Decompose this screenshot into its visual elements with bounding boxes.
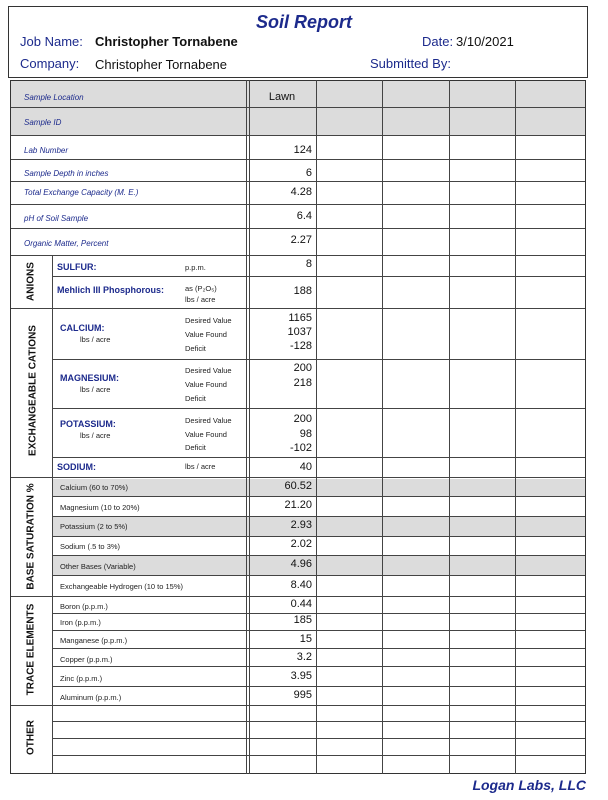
row-line (52, 613, 585, 614)
row-line (52, 755, 585, 756)
shade-bs-1 (52, 479, 585, 496)
company-label: Company: (20, 56, 80, 71)
shade-bs-3 (52, 517, 585, 536)
magnesium-found-value: 218 (293, 377, 312, 389)
sample-id-label: Sample ID (24, 118, 62, 127)
report-title: Soil Report (255, 12, 352, 32)
col-divider-label (246, 80, 247, 774)
sodium-value: 40 (299, 461, 312, 473)
row-line (11, 159, 585, 160)
potassium-label: POTASSIUM: (60, 419, 116, 429)
tec-label: Total Exchange Capacity (M. E.) (24, 188, 139, 197)
bs-hydrogen-value: 8.40 (290, 579, 312, 591)
magnesium-unit: lbs / acre (80, 385, 111, 394)
col-divider-4 (515, 80, 516, 774)
row-line (11, 204, 585, 205)
col-divider-1 (316, 80, 317, 774)
sulfur-label: SULFUR: (57, 262, 97, 272)
magnesium-label: MAGNESIUM: (60, 373, 119, 383)
row-line (52, 666, 585, 667)
bs-other-bases-label: Other Bases (Variable) (60, 562, 136, 571)
phosphorus-label: Mehlich III Phosphorous: (57, 285, 165, 295)
magnesium-found-label: Value Found (185, 380, 227, 389)
lab-number-value: 124 (293, 144, 312, 156)
bs-other-bases-value: 4.96 (290, 558, 312, 570)
iron-value: 185 (293, 614, 312, 626)
row-line (11, 107, 585, 108)
row-line (11, 228, 585, 229)
copper-label: Copper (p.p.m.) (60, 655, 113, 664)
sulfur-unit: p.p.m. (185, 263, 206, 272)
potassium-found-value: 98 (299, 428, 312, 440)
row-line (11, 596, 585, 597)
row-line (52, 648, 585, 649)
bs-sodium-value: 2.02 (290, 538, 312, 550)
base-saturation-section-label: BASE SATURATION % (25, 483, 37, 590)
col-divider-3 (449, 80, 450, 774)
potassium-found-label: Value Found (185, 430, 227, 439)
aluminum-value: 995 (293, 689, 312, 701)
magnesium-desired-value: 200 (293, 362, 312, 374)
sample-depth-label: Sample Depth in inches (24, 169, 109, 178)
row-line (11, 477, 585, 478)
row-line (52, 686, 585, 687)
calcium-found-value: 1037 (287, 326, 312, 338)
sample-location-value: Lawn (268, 91, 296, 103)
submitted-by-label: Submitted By: (370, 56, 451, 71)
potassium-unit: lbs / acre (80, 431, 111, 440)
row-line (52, 496, 585, 497)
calcium-deficit-label: Deficit (185, 344, 206, 353)
calcium-unit: lbs / acre (80, 335, 111, 344)
anions-section-label: ANIONS (25, 262, 37, 301)
calcium-label: CALCIUM: (60, 323, 105, 333)
cations-section-label: EXCHANGEABLE CATIONS (27, 325, 39, 456)
copper-value: 3.2 (296, 651, 312, 663)
boron-label: Boron (p.p.m.) (60, 602, 108, 611)
lab-name-footer: Logan Labs, LLC (472, 777, 586, 793)
bs-sodium-label: Sodium (.5 to 3%) (60, 542, 121, 551)
manganese-value: 15 (299, 633, 312, 645)
row-line (52, 738, 585, 739)
iron-label: Iron (p.p.m.) (60, 618, 101, 627)
phosphorus-unit-lbs: lbs / acre (185, 295, 216, 304)
row-line (52, 536, 585, 537)
potassium-deficit-label: Deficit (185, 443, 206, 452)
bs-potassium-label: Potassium (2 to 5%) (60, 522, 128, 531)
date-label: Date: (422, 34, 454, 49)
calcium-found-label: Value Found (185, 330, 227, 339)
row-line (52, 276, 585, 277)
zinc-label: Zinc (p.p.m.) (60, 674, 103, 683)
phosphorus-value: 188 (293, 285, 312, 297)
sample-depth-value: 6 (305, 167, 312, 179)
trace-elements-section-label: TRACE ELEMENTS (25, 603, 37, 696)
row-line (52, 555, 585, 556)
date-value: 3/10/2021 (456, 34, 514, 49)
bs-magnesium-value: 21.20 (284, 499, 312, 511)
row-line (52, 457, 585, 458)
sulfur-value: 8 (305, 258, 312, 270)
col-divider-label-2 (249, 80, 250, 774)
aluminum-label: Aluminum (p.p.m.) (60, 693, 122, 702)
ph-label: pH of Soil Sample (24, 214, 89, 223)
magnesium-desired-label: Desired Value (185, 366, 232, 375)
calcium-desired-label: Desired Value (185, 316, 232, 325)
shade-sample-id (11, 108, 585, 135)
tec-value: 4.28 (290, 186, 312, 198)
row-line (11, 135, 585, 136)
row-line (11, 705, 585, 706)
bs-calcium-value: 60.52 (284, 480, 312, 492)
boron-value: 0.44 (290, 598, 312, 610)
company-value: Christopher Tornabene (95, 57, 228, 72)
potassium-deficit-value: -102 (289, 442, 312, 454)
bs-hydrogen-label: Exchangeable Hydrogen (10 to 15%) (60, 582, 183, 591)
ph-value: 6.4 (296, 210, 312, 222)
job-name-label: Job Name: (20, 34, 83, 49)
row-line (52, 408, 585, 409)
calcium-desired-value: 1165 (288, 312, 312, 324)
zinc-value: 3.95 (290, 670, 312, 682)
phosphorus-unit-as: as (P₂O₅) (185, 284, 217, 293)
calcium-deficit-value: -128 (289, 340, 312, 352)
row-line (52, 359, 585, 360)
bs-magnesium-label: Magnesium (10 to 20%) (60, 503, 140, 512)
row-line (52, 630, 585, 631)
section-side-divider (52, 256, 53, 774)
row-line (52, 516, 585, 517)
bs-potassium-value: 2.93 (290, 519, 312, 531)
bs-calcium-label: Calcium (60 to 70%) (60, 483, 128, 492)
other-section-label: OTHER (25, 720, 37, 755)
row-line (52, 575, 585, 576)
job-name-value: Christopher Tornabene (95, 34, 238, 49)
potassium-desired-label: Desired Value (185, 416, 232, 425)
sodium-unit: lbs / acre (185, 462, 216, 471)
organic-matter-value: 2.27 (290, 234, 312, 246)
lab-number-label: Lab Number (24, 146, 69, 155)
potassium-desired-value: 200 (293, 413, 312, 425)
sodium-label: SODIUM: (57, 462, 96, 472)
manganese-label: Manganese (p.p.m.) (60, 636, 128, 645)
row-line (11, 308, 585, 309)
row-line (11, 181, 585, 182)
magnesium-deficit-label: Deficit (185, 394, 206, 403)
col-divider-2 (382, 80, 383, 774)
row-line (11, 255, 585, 256)
row-line (52, 721, 585, 722)
organic-matter-label: Organic Matter, Percent (24, 239, 109, 248)
sample-location-label: Sample Location (24, 93, 84, 102)
